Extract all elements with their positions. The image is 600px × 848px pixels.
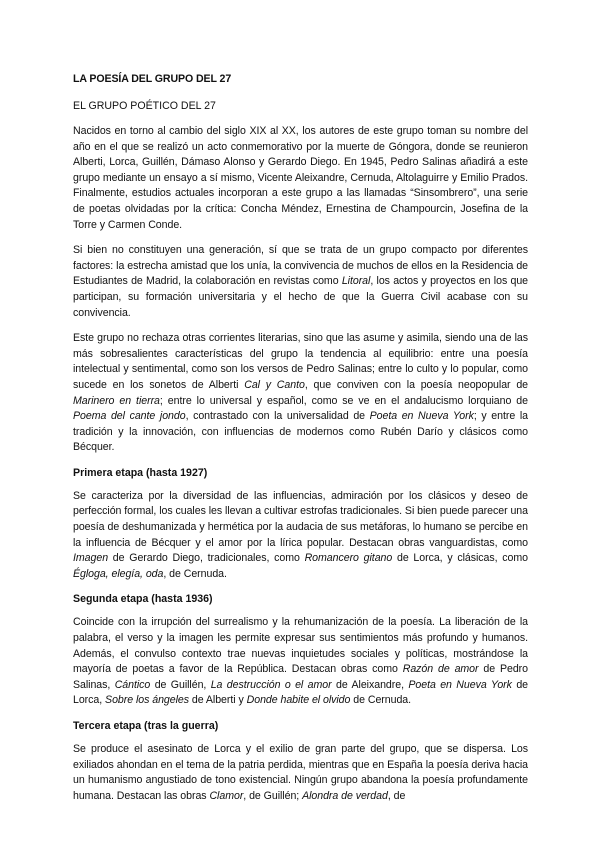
work-title: Cántico <box>114 678 151 691</box>
section-subtitle: EL GRUPO POÉTICO DEL 27 <box>73 100 216 112</box>
intro-paragraph-3: Este grupo no rechaza otras corrientes literarias, sino que las asume y asimila, siendo una de las más sobresalientes características del grupo la tendencia al equilibrio: entre una poesía intelectual y sentimental, como son los versos de Pedro Salinas; entre lo culto y lo popular, como sucede en los sonetos de Alberti Cal y Canto, que conviven con la poesía neopopular de Marinero en tierra; entre lo universal y español, como se ve en el andalucismo lorquiano de Poema del cante jondo, contrastado con la universalidad de Poeta en Nueva York; y entre la tradición y la innovación, con influencias de modernos como Rubén Darío y clásicos como Bécquer. <box>73 332 529 454</box>
work-title: Marinero en tierra <box>73 394 160 407</box>
primera-etapa-paragraph: Se caracteriza por la diversidad de las influencias, admiración por los clásicos y deseo de perfección formal, los cuales les llevan a cultivar estrofas tradicionales. Si bien puede parecer una poesía de deshumanizada y hermética por la audacia de sus metáforas, lo humano se percibe en la influencia de Bécquer y el amor por la lírica popular. Destacan obras vanguardistas, como Imagen de Gerardo Diego, tradicionales, como Romancero gitano de Lorca, y clásicas, como Égloga, elegía, oda, de Cernuda. <box>73 489 528 580</box>
work-title: Alondra de verdad <box>302 789 388 802</box>
work-title: Imagen <box>73 552 109 565</box>
tercera-etapa-paragraph: Se produce el asesinato de Lorca y el exilio de gran parte del grupo, que se dispersa. Los exiliados ahondan en el tema de la patria perdida, mientras que en España la poesía deriva hacia un humanismo angustiado de tono existencial. Ningún grupo abandona la poesía profundamente humana. Destacan las obras Clamor, de Guillén; Alondra de verdad, de <box>73 743 528 802</box>
document-title: LA POESÍA DEL GRUPO DEL 27 <box>73 73 232 85</box>
work-title: Razón de amor <box>402 663 479 676</box>
segunda-etapa-paragraph: Coincide con la irrupción del surrealismo y la rehumanización de la poesía. La liberación de la palabra, el verso y la imagen les permite expresar sus sentimientos más profundo y humanos. Además, el convulso contexto trae nuevas inquietudes sociales y políticas, mostrándose la mayoría de poetas a favor de la República. Destacan obras como Razón de amor de Pedro Salinas, Cántico de Guillén, La destrucción o el amor de Aleixandre, Poeta en Nueva York de Lorca, Sobre los ángeles de Alberti y Donde habite el olvido de Cernuda. <box>73 616 528 707</box>
work-title: Cal y Canto <box>244 378 305 391</box>
intro-paragraph-2: Si bien no constituyen una generación, sí que se trata de un grupo compacto por diferentes factores: la estrecha amistad que los unía, la convivencia de muchos de ellos en la Residencia de Estudiantes de Madrid, la colaboración en revistas como Litoral, los actos y proyectos en los que participan, su formación universitaria y el hecho de que la Guerra Civil acabase con su convivencia. <box>73 244 528 319</box>
work-title: Litoral <box>341 275 371 288</box>
work-title: Poeta en Nueva York <box>369 410 474 423</box>
heading-segunda-etapa: Segunda etapa (hasta 1936) <box>73 593 213 606</box>
work-title: Poema del cante jondo <box>73 410 186 423</box>
heading-primera-etapa: Primera etapa (hasta 1927) <box>73 466 208 479</box>
work-title: Sobre los ángeles <box>105 694 190 707</box>
heading-tercera-etapa: Tercera etapa (tras la guerra) <box>73 720 219 732</box>
intro-paragraph-1: Nacidos en torno al cambio del siglo XIX al XX, los autores de este grupo toman su nombre del año en el que se realizó un acto conmemorativo por la muerte de Góngora, donde se reunieron Alberti, Lorca, Guillén, Dámaso Alonso y Gerardo Diego. En 1945, Pedro Salinas añadirá a este grupo mediante un ensayo a sí mismo, Vicente Aleixandre, Cernuda, Altolaguirre y Emilio Prados. Finalmente, estudios actuales incorporan a este grupo a las llamadas “Sinsombrero”, una serie de poetas olvidadas por la crítica: Concha Méndez, Ernestina de Champourcin, Josefina de la Torre y Carmen Conde. <box>73 125 528 231</box>
work-title: Donde habite el olvido <box>246 694 351 707</box>
work-title: La destrucción o el amor <box>210 678 332 691</box>
work-title: Égloga, elegía, oda <box>73 567 164 580</box>
work-title: Poeta en Nueva York <box>408 678 512 691</box>
work-title: Romancero gitano <box>304 552 393 565</box>
work-title: Clamor <box>209 789 244 802</box>
